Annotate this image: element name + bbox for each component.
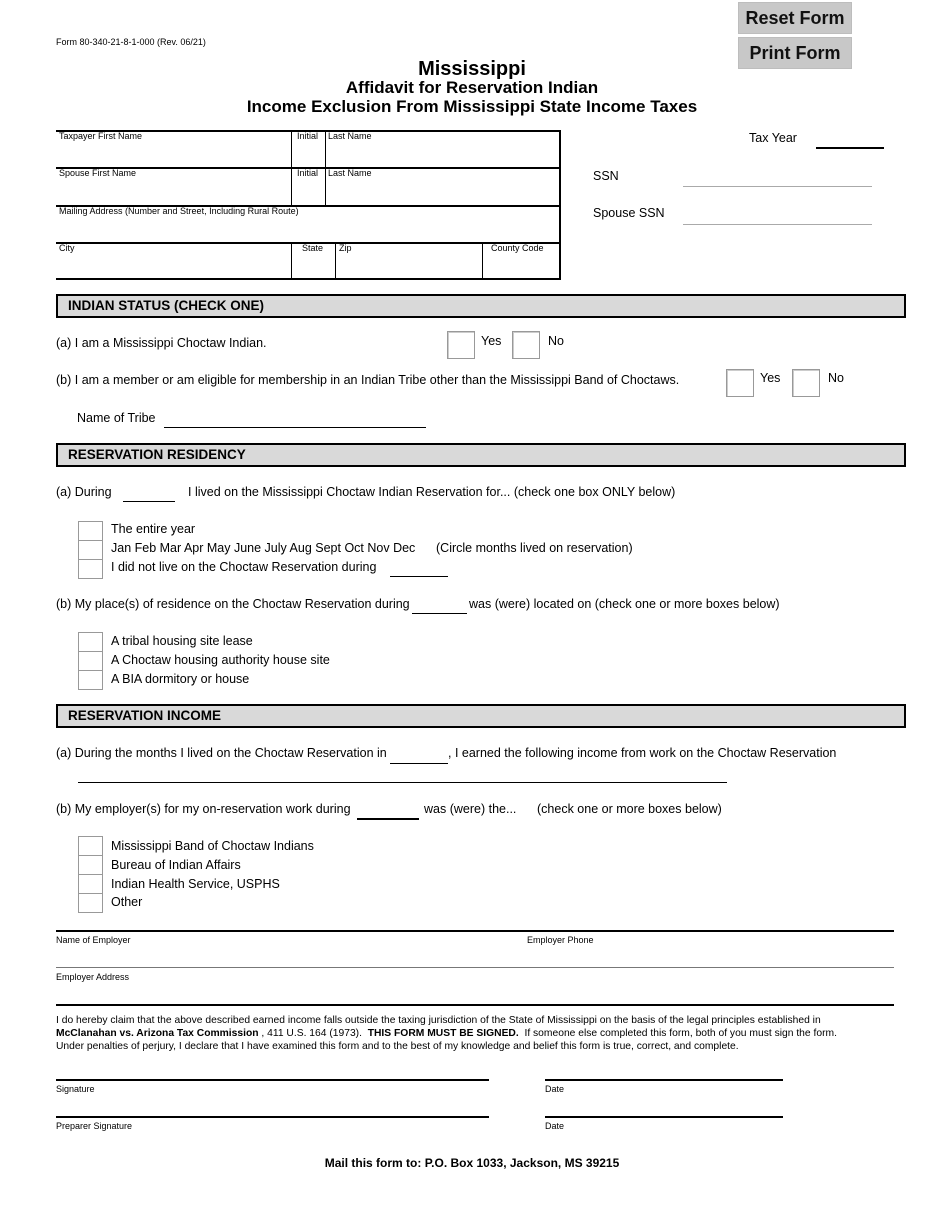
taxpayer-first-name-field[interactable]: Taxpayer First Name <box>59 131 143 141</box>
case-name: McClanahan vs. Arizona Tax Commission <box>56 1028 259 1039</box>
bia-checkbox[interactable] <box>78 855 103 875</box>
employer-phone-field[interactable]: Employer Phone <box>527 935 594 945</box>
residency-b-text: (b) My place(s) of residence on the Choctaw Reservation during <box>56 597 410 611</box>
spouse-first-name-field[interactable]: Spouse First Name <box>59 168 137 178</box>
title-state: Mississippi <box>418 58 526 80</box>
employer-name-field[interactable]: Name of Employer <box>56 935 131 945</box>
income-description-input[interactable] <box>78 782 727 783</box>
income-a-text: (a) During the months I lived on the Choctaw Reservation in <box>56 746 387 760</box>
bia-dormitory-checkbox[interactable] <box>78 670 103 690</box>
mailing-address-field[interactable]: Mailing Address (Number and Street, Including Rural Route) <box>59 206 299 216</box>
reservation-income-header: RESERVATION INCOME <box>56 704 906 728</box>
ssn-label: SSN <box>593 169 619 183</box>
yes-label: Yes <box>481 334 502 348</box>
declaration-line1: I do hereby claim that the above described earned income falls outside the taxing jurisdiction of the State of Mississippi on the basis of the legal principles established in <box>56 1015 821 1026</box>
preparer-signature-input[interactable] <box>56 1116 489 1118</box>
no-label: No <box>548 334 564 348</box>
tribal-housing-checkbox[interactable] <box>78 632 103 652</box>
bia-label: Bureau of Indian Affairs <box>111 858 241 872</box>
county-code-field[interactable]: County Code <box>491 243 544 253</box>
tax-year-label: Tax Year <box>749 131 797 145</box>
other-tribe-no-checkbox[interactable] <box>792 369 820 397</box>
indian-status-header: INDIAN STATUS (CHECK ONE) <box>56 294 906 318</box>
mbci-label: Mississippi Band of Choctaw Indians <box>111 839 314 853</box>
housing-authority-checkbox[interactable] <box>78 651 103 671</box>
entire-year-checkbox[interactable] <box>78 521 103 541</box>
employer-address-field[interactable]: Employer Address <box>56 972 130 982</box>
yes-label: Yes <box>760 371 781 385</box>
residence-year-input[interactable] <box>412 613 467 614</box>
form-number: Form 80-340-21-8-1-000 (Rev. 06/21) <box>56 37 206 47</box>
print-form-button[interactable]: Print Form <box>738 37 852 69</box>
date-input[interactable] <box>545 1079 783 1081</box>
must-sign-notice: THIS FORM MUST BE SIGNED. <box>367 1028 519 1039</box>
state-field[interactable]: State <box>302 243 324 253</box>
did-not-live-checkbox[interactable] <box>78 559 103 579</box>
choctaw-yes-checkbox[interactable] <box>447 331 475 359</box>
income-b-text-3: (check one or more boxes below) <box>537 802 722 816</box>
housing-authority-label: A Choctaw housing authority house site <box>111 653 330 667</box>
employer-year-input[interactable] <box>357 818 419 820</box>
signature-label: Signature <box>56 1084 95 1094</box>
spouse-ssn-label: Spouse SSN <box>593 206 665 220</box>
other-employer-label: Other <box>111 895 143 909</box>
residency-year-input[interactable] <box>123 501 175 502</box>
signature-input[interactable] <box>56 1079 489 1081</box>
ihs-label: Indian Health Service, USPHS <box>111 877 280 891</box>
taxpayer-initial-field[interactable]: Initial <box>297 131 319 141</box>
other-tribe-yes-checkbox[interactable] <box>726 369 754 397</box>
preparer-signature-label: Preparer Signature <box>56 1121 133 1131</box>
residency-a-text-2: I lived on the Mississippi Choctaw Indian Reservation for... (check one box ONLY below) <box>188 485 676 499</box>
tribe-name-label: Name of Tribe <box>77 411 156 425</box>
ssn-input[interactable] <box>683 186 872 187</box>
no-label: No <box>828 371 844 385</box>
income-year-input[interactable] <box>390 763 448 764</box>
reservation-residency-header: RESERVATION RESIDENCY <box>56 443 906 467</box>
preparer-date-label: Date <box>545 1121 565 1131</box>
some-months-checkbox[interactable] <box>78 540 103 560</box>
tribe-name-input[interactable] <box>164 427 426 428</box>
ihs-checkbox[interactable] <box>78 874 103 894</box>
did-not-live-year-input[interactable] <box>390 576 448 577</box>
income-a-text-2: , I earned the following income from work on the Choctaw Reservation <box>448 746 837 760</box>
mbci-checkbox[interactable] <box>78 836 103 856</box>
declaration-text <box>56 1014 896 1053</box>
residency-b-text-2: was (were) located on (check one or more boxes below) <box>469 597 780 611</box>
spouse-ssn-input[interactable] <box>683 224 872 225</box>
income-b-text: (b) My employer(s) for my on-reservation work during <box>56 802 351 816</box>
declaration-line2: If someone else completed this form, both of you must sign the form. <box>518 1028 837 1039</box>
months-note: (Circle months lived on reservation) <box>436 541 633 555</box>
choctaw-no-checkbox[interactable] <box>512 331 540 359</box>
date-label: Date <box>545 1084 565 1094</box>
city-field[interactable]: City <box>59 243 75 253</box>
other-tribe-question: (b) I am a member or am eligible for membership in an Indian Tribe other than the Mississippi Band of Choctaws. <box>56 373 680 387</box>
income-b-text-2: was (were) the... <box>424 802 517 816</box>
choctaw-question: (a) I am a Mississippi Choctaw Indian. <box>56 336 267 350</box>
entire-year-label: The entire year <box>111 522 196 536</box>
zip-field[interactable]: Zip <box>339 243 352 253</box>
residency-a-text: (a) During <box>56 485 112 499</box>
did-not-live-label: I did not live on the Choctaw Reservation during <box>111 560 377 574</box>
title-line3: Income Exclusion From Mississippi State Income Taxes <box>246 97 698 116</box>
other-employer-checkbox[interactable] <box>78 893 103 913</box>
reset-form-button[interactable]: Reset Form <box>738 2 852 34</box>
spouse-last-name-field[interactable]: Last Name <box>328 168 372 178</box>
taxpayer-last-name-field[interactable]: Last Name <box>328 131 372 141</box>
bia-dormitory-label: A BIA dormitory or house <box>111 672 250 686</box>
mailing-instructions: Mail this form to: P.O. Box 1033, Jackson, MS 39215 <box>324 1156 620 1170</box>
case-citation: , 411 U.S. 164 (1973). <box>258 1028 368 1039</box>
tribal-housing-label: A tribal housing site lease <box>111 634 253 648</box>
months-label: Jan Feb Mar Apr May June July Aug Sept Oct Nov Dec <box>111 541 416 555</box>
preparer-date-input[interactable] <box>545 1116 783 1118</box>
title-line2: Affidavit for Reservation Indian <box>345 78 599 97</box>
perjury-statement: Under penalties of perjury, I declare that I have examined this form and to the best of my knowledge and belief this form is true, correct, and complete. <box>56 1041 739 1052</box>
spouse-initial-field[interactable]: Initial <box>297 168 319 178</box>
tax-year-input[interactable] <box>816 147 884 149</box>
